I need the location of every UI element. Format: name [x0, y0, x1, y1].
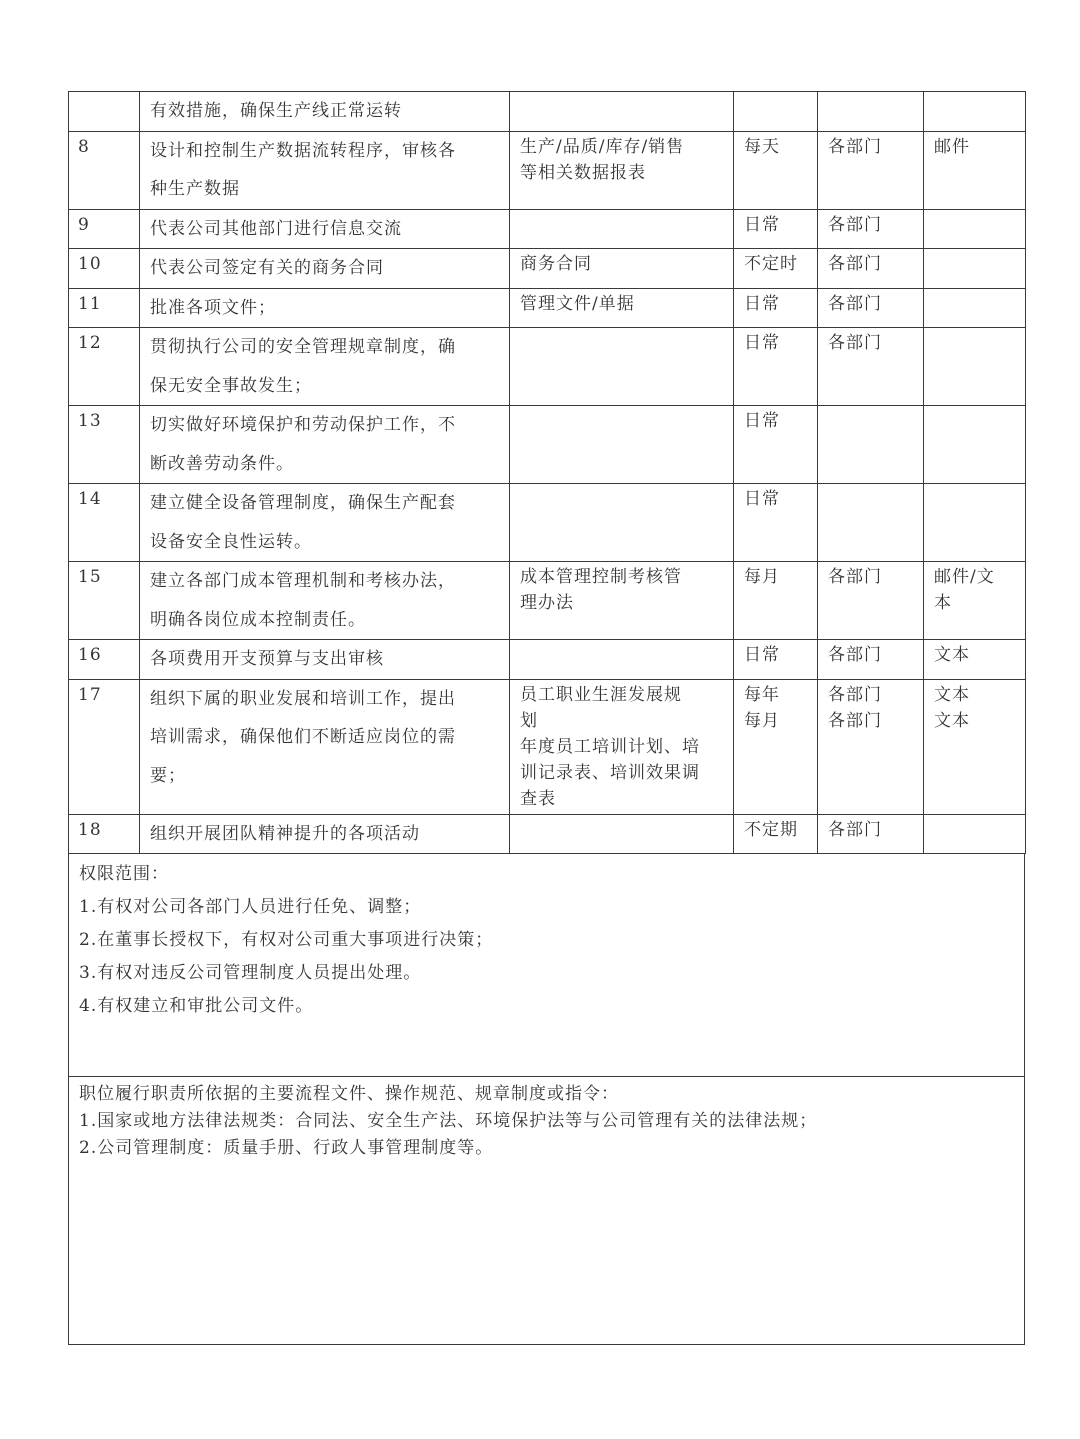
- department-cell: [818, 679, 924, 814]
- duty-description-cell: [140, 288, 510, 328]
- duty-description-cell-line: 设备安全良性运转。: [150, 531, 312, 552]
- department-cell: [818, 288, 924, 328]
- department-cell-line: 各部门: [828, 293, 882, 314]
- output-document-cell-line: 成本管理控制考核管: [520, 567, 682, 587]
- output-document-cell-line: 训记录表、培训效果调: [520, 762, 700, 783]
- number-cell: 10: [69, 249, 140, 289]
- authority-item-4: 4.有权建立和审批公司文件。: [79, 996, 314, 1016]
- delivery-mode-cell: [924, 814, 1026, 854]
- delivery-mode-cell: [924, 679, 1026, 814]
- delivery-mode-cell: [924, 484, 1026, 562]
- duty-description-cell: [140, 209, 510, 249]
- table-row: [69, 92, 1026, 132]
- delivery-mode-cell: [924, 406, 1026, 484]
- duty-description-cell: [140, 328, 510, 406]
- output-document-cell: [510, 406, 734, 484]
- output-document-cell-line: 年度员工培训计划、培: [520, 736, 700, 757]
- delivery-mode-cell-line: 本: [934, 593, 952, 613]
- number-cell: 12: [69, 328, 140, 406]
- frequency-cell: [734, 209, 818, 249]
- frequency-cell-line: 日常: [744, 411, 780, 431]
- authority-item-3: 3.有权对违反公司管理制度人员提出处理。: [79, 963, 422, 983]
- department-cell-line: 各部门: [828, 136, 882, 157]
- duty-description-cell-line: 各项费用开支预算与支出审核: [150, 649, 384, 669]
- frequency-cell-line: 日常: [744, 293, 780, 314]
- number-cell: 11: [69, 288, 140, 328]
- duty-description-cell-line: 建立各部门成本管理机制和考核办法，: [150, 571, 456, 591]
- authority-item-2: 2.在董事长授权下，有权对公司重大事项进行决策；: [79, 930, 494, 950]
- frequency-cell-line: 每天: [744, 136, 780, 157]
- frequency-cell-line: 每月: [744, 567, 780, 587]
- delivery-mode-cell: [924, 562, 1026, 640]
- duty-description-cell-line: 代表公司签定有关的商务合同: [150, 258, 384, 278]
- table-row: [69, 131, 1026, 209]
- duty-description-cell-line: 种生产数据: [150, 179, 240, 199]
- delivery-mode-cell: [924, 640, 1026, 680]
- department-cell: [818, 249, 924, 289]
- duty-description-cell: [140, 679, 510, 814]
- delivery-mode-cell: [924, 92, 1026, 132]
- frequency-cell: [734, 92, 818, 132]
- duty-description-cell-line: 设计和控制生产数据流转程序，审核各: [150, 140, 456, 161]
- frequency-cell: [734, 484, 818, 562]
- department-cell-line: 各部门: [828, 710, 882, 731]
- duties-table-body: [69, 92, 1026, 854]
- duty-description-cell-line: 要；: [150, 765, 186, 786]
- department-cell: [818, 640, 924, 680]
- frequency-cell-line: 每月: [744, 710, 780, 731]
- duty-description-cell-line: 批准各项文件；: [150, 297, 276, 318]
- duty-description-cell: [140, 406, 510, 484]
- delivery-mode-cell: [924, 328, 1026, 406]
- output-document-cell: [510, 484, 734, 562]
- frequency-cell: [734, 406, 818, 484]
- table-row: [69, 562, 1026, 640]
- department-cell-line: 各部门: [828, 214, 882, 235]
- output-document-cell: [510, 328, 734, 406]
- department-cell: [818, 562, 924, 640]
- duty-description-cell: [140, 92, 510, 132]
- basis-title: 职位履行职责所依据的主要流程文件、操作规范、规章制度或指令：: [79, 1084, 619, 1104]
- output-document-cell: [510, 131, 734, 209]
- table-row: [69, 679, 1026, 814]
- basis-section: [68, 1077, 1025, 1345]
- duty-description-cell: [140, 814, 510, 854]
- output-document-cell: [510, 814, 734, 854]
- department-cell: [818, 131, 924, 209]
- frequency-cell: [734, 288, 818, 328]
- basis-item-1: 1.国家或地方法律法规类：合同法、安全生产法、环境保护法等与公司管理有关的法律法规；: [79, 1111, 818, 1131]
- output-document-cell-line: 生产/品质/库存/销售: [520, 136, 685, 157]
- frequency-cell: [734, 814, 818, 854]
- duty-description-cell-line: 明确各岗位成本控制责任。: [150, 609, 366, 630]
- duty-description-cell: [140, 640, 510, 680]
- department-cell: [818, 484, 924, 562]
- output-document-cell-line: 员工职业生涯发展规: [520, 684, 682, 705]
- duty-description-cell-line: 切实做好环境保护和劳动保护工作，不: [150, 415, 456, 435]
- basis-item-2: 2.公司管理制度：质量手册、行政人事管理制度等。: [79, 1138, 494, 1158]
- duty-description-cell-line: 组织开展团队精神提升的各项活动: [150, 823, 420, 844]
- number-cell: 17: [69, 679, 140, 814]
- output-document-cell-line: 等相关数据报表: [520, 162, 646, 183]
- frequency-cell: [734, 328, 818, 406]
- output-document-cell-line: 管理文件/单据: [520, 293, 635, 314]
- department-cell: [818, 328, 924, 406]
- delivery-mode-cell-line: 邮件/文: [934, 567, 995, 587]
- output-document-cell-line: 划: [520, 710, 538, 731]
- frequency-cell: [734, 131, 818, 209]
- duty-description-cell: [140, 131, 510, 209]
- table-row: [69, 209, 1026, 249]
- table-row: [69, 406, 1026, 484]
- table-row: [69, 328, 1026, 406]
- output-document-cell: [510, 249, 734, 289]
- frequency-cell-line: 日常: [744, 645, 780, 665]
- authority-title: 权限范围：: [79, 864, 169, 884]
- delivery-mode-cell: [924, 249, 1026, 289]
- number-cell: 16: [69, 640, 140, 680]
- delivery-mode-cell-line: 文本: [934, 684, 970, 705]
- table-row: [69, 814, 1026, 854]
- delivery-mode-cell: [924, 131, 1026, 209]
- frequency-cell-line: 每年: [744, 684, 780, 705]
- delivery-mode-cell-line: 邮件: [934, 136, 970, 157]
- table-row: [69, 640, 1026, 680]
- output-document-cell-line: 商务合同: [520, 254, 592, 274]
- department-cell-line: 各部门: [828, 645, 882, 665]
- department-cell-line: 各部门: [828, 684, 882, 705]
- number-cell: 15: [69, 562, 140, 640]
- department-cell: [818, 406, 924, 484]
- duty-description-cell: [140, 249, 510, 289]
- authority-item-1: 1.有权对公司各部门人员进行任免、调整；: [79, 897, 422, 917]
- number-cell: 18: [69, 814, 140, 854]
- job-description-sheet: [68, 91, 1025, 1345]
- output-document-cell: [510, 562, 734, 640]
- table-row: [69, 484, 1026, 562]
- number-cell: 13: [69, 406, 140, 484]
- frequency-cell-line: 日常: [744, 214, 780, 235]
- frequency-cell: [734, 249, 818, 289]
- frequency-cell-line: 不定期: [744, 819, 798, 840]
- delivery-mode-cell-line: 文本: [934, 645, 970, 665]
- duty-description-cell-line: 贯彻执行公司的安全管理规章制度，确: [150, 337, 456, 357]
- duties-table: [68, 91, 1026, 854]
- output-document-cell-line: 理办法: [520, 593, 574, 613]
- output-document-cell-line: 查表: [520, 788, 556, 809]
- output-document-cell: [510, 640, 734, 680]
- number-cell: [69, 92, 140, 132]
- duty-description-cell-line: 建立健全设备管理制度，确保生产配套: [150, 493, 456, 513]
- department-cell-line: 各部门: [828, 819, 882, 840]
- department-cell: [818, 209, 924, 249]
- frequency-cell-line: 不定时: [744, 254, 798, 274]
- frequency-cell-line: 日常: [744, 333, 780, 353]
- duty-description-cell-line: 代表公司其他部门进行信息交流: [150, 218, 402, 239]
- output-document-cell: [510, 209, 734, 249]
- delivery-mode-cell: [924, 209, 1026, 249]
- duty-description-cell-line: 断改善劳动条件。: [150, 453, 294, 474]
- frequency-cell-line: 日常: [744, 489, 780, 509]
- duty-description-cell-line: 培训需求，确保他们不断适应岗位的需: [150, 727, 456, 747]
- table-row: [69, 249, 1026, 289]
- output-document-cell: [510, 92, 734, 132]
- frequency-cell: [734, 640, 818, 680]
- number-cell: 9: [69, 209, 140, 249]
- department-cell-line: 各部门: [828, 333, 882, 353]
- number-cell: 14: [69, 484, 140, 562]
- delivery-mode-cell-line: 文本: [934, 710, 970, 731]
- frequency-cell: [734, 679, 818, 814]
- output-document-cell: [510, 288, 734, 328]
- frequency-cell: [734, 562, 818, 640]
- authority-section: [68, 854, 1025, 1077]
- department-cell-line: 各部门: [828, 567, 882, 587]
- duty-description-cell-line: 保无安全事故发生；: [150, 375, 312, 396]
- department-cell: [818, 814, 924, 854]
- duty-description-cell: [140, 484, 510, 562]
- duty-description-cell: [140, 562, 510, 640]
- duty-description-cell-line: 有效措施，确保生产线正常运转: [150, 101, 402, 121]
- duty-description-cell-line: 组织下属的职业发展和培训工作，提出: [150, 688, 456, 709]
- department-cell-line: 各部门: [828, 254, 882, 274]
- department-cell: [818, 92, 924, 132]
- delivery-mode-cell: [924, 288, 1026, 328]
- output-document-cell: [510, 679, 734, 814]
- number-cell: 8: [69, 131, 140, 209]
- table-row: [69, 288, 1026, 328]
